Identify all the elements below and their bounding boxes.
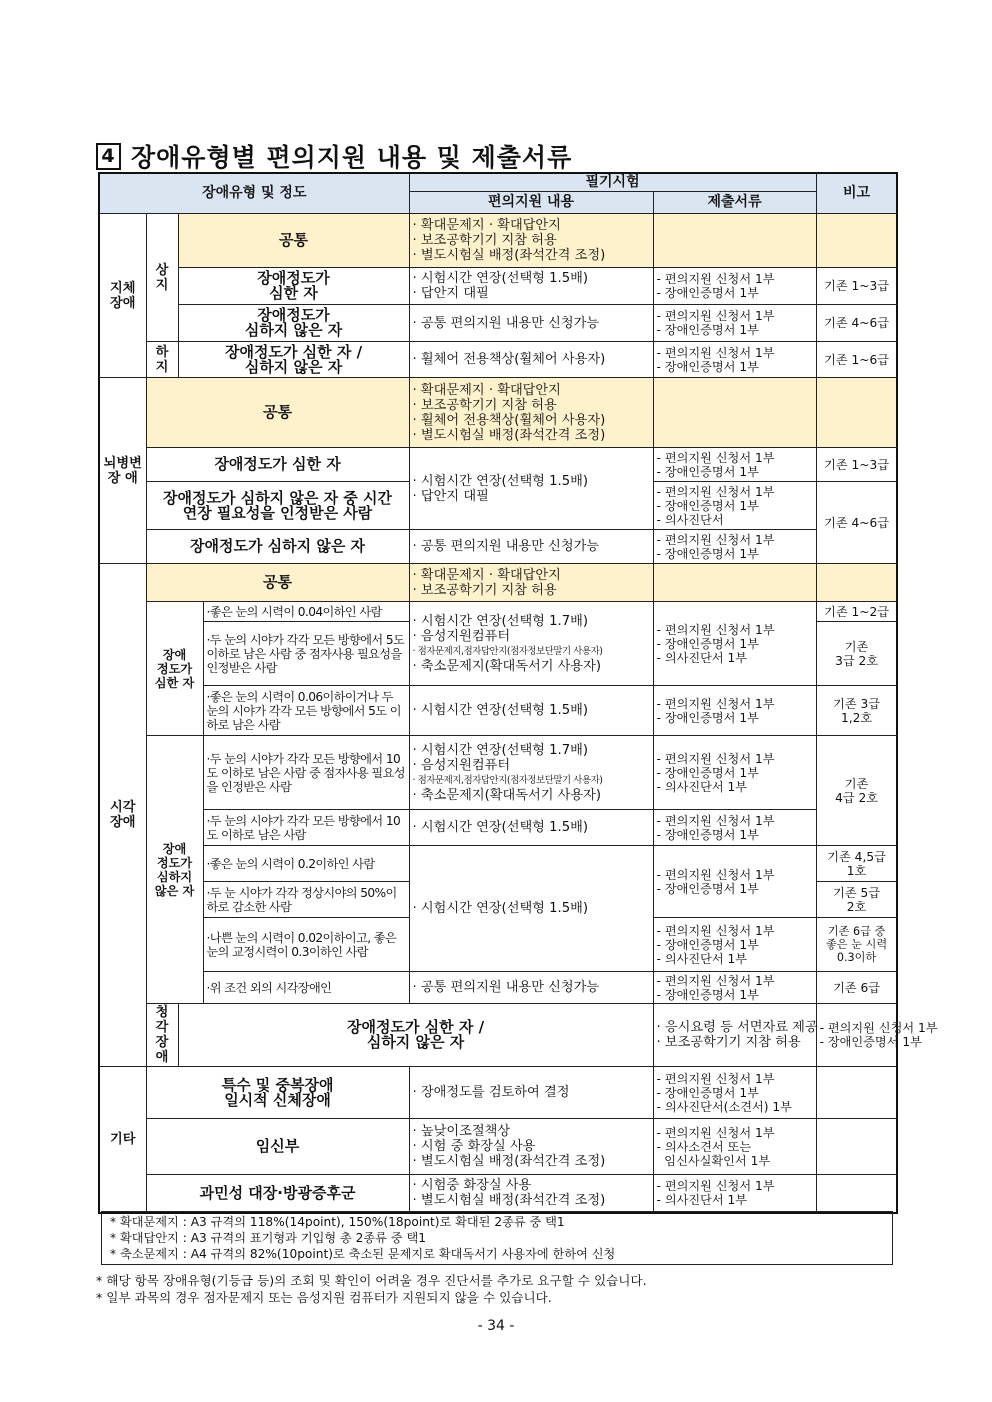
visual-severe-label: 장애 정도가 심한 자 bbox=[146, 602, 203, 736]
hearing-docs: - 편의지원 신청서 1부 - 장애인증명서 1부 bbox=[816, 1004, 897, 1067]
other-special-support: · 장애정도를 검토하여 결정 bbox=[409, 1067, 653, 1119]
visual-label: 시각 장애 bbox=[99, 564, 146, 1067]
brain-common-remark bbox=[816, 378, 897, 448]
visual-m1-docs: - 편의지원 신청서 1부 - 장애인증명서 1부 - 의사진단서 1부 bbox=[653, 736, 816, 810]
visual-s12-docs: - 편의지원 신청서 1부 - 장애인증명서 1부 - 의사진단서 1부 bbox=[653, 602, 816, 686]
physical-lower-remark: 기존 1~6급 bbox=[816, 342, 897, 378]
visual-m2-condition: ·두 눈의 시야가 각각 모든 방향에서 10도 이하로 남은 사람 bbox=[203, 810, 409, 846]
brain-common-label: 공통 bbox=[146, 378, 409, 448]
physical-common-docs bbox=[653, 214, 816, 268]
visual-common-docs bbox=[653, 564, 816, 602]
visual-m345-support: · 시험시간 연장(선택형 1.5배) bbox=[409, 846, 653, 972]
other-special-label: 특수 및 중복장애 일시적 신체장애 bbox=[146, 1067, 409, 1119]
visual-s3-condition: ·좋은 눈의 시력이 0.06이하이거나 두 눈의 시야가 각각 모든 방향에서 5도 이하로 남은 사람 bbox=[203, 686, 409, 736]
physical-common-remark bbox=[816, 214, 897, 268]
physical-label: 지체 장애 bbox=[99, 214, 146, 378]
visual-s1-condition: ·좋은 눈의 시력이 0.04이하인 사람 bbox=[203, 602, 409, 622]
header-documents: 제출서류 bbox=[653, 192, 816, 214]
physical-common-support: · 확대문제지 · 확대답안지 · 보조공학기기 지참 허용 · 별도시험실 배정(좌석간격 조정) bbox=[409, 214, 653, 268]
physical-common-label: 공통 bbox=[178, 214, 409, 268]
brain-severe-remark: 기존 1~3급 bbox=[816, 448, 897, 482]
support-table bbox=[98, 172, 938, 1214]
note-item: * 축소문제지 : A4 규격의 82%(10point)로 축소된 문제지로 확대독서기 사용자에 한하여 신청 bbox=[110, 1247, 616, 1261]
brain-severe-docs: - 편의지원 신청서 1부 - 장애인증명서 1부 bbox=[653, 448, 816, 482]
physical-mild-label: 장애정도가 심하지 않은 자 bbox=[178, 305, 409, 342]
visual-m4-remark: 기존 5급 2호 bbox=[816, 882, 897, 918]
physical-lower-support: · 휠체어 전용책상(휠체어 사용자) bbox=[409, 342, 653, 378]
physical-lower-docs: - 편의지원 신청서 1부 - 장애인증명서 1부 bbox=[653, 342, 816, 378]
visual-s3-support: · 시험시간 연장(선택형 1.5배) bbox=[409, 686, 653, 736]
other-pregnant-support: · 높낮이조절책상 · 시험 중 화장실 사용 · 별도시험실 배정(좌석간격 조정) bbox=[409, 1119, 653, 1175]
brain-mild-support: · 공통 편의지원 내용만 신청가능 bbox=[409, 530, 653, 564]
visual-s1-remark: 기존 1~2급 bbox=[816, 602, 897, 622]
section-number: 4 bbox=[96, 143, 121, 170]
visual-m5-remark: 기존 6급 중 좋은 눈 시력 0.3이하 bbox=[816, 918, 897, 972]
brain-extended-label: 장애정도가 심하지 않은 자 중 시간 연장 필요성을 인정받은 사람 bbox=[146, 482, 409, 530]
visual-m12-remark: 기존 4급 2호 bbox=[816, 736, 897, 846]
visual-m6-remark: 기존 6급 bbox=[816, 972, 897, 1004]
footnote-item: * 해당 항목 장애유형(기등급 등)의 조회 및 확인이 어려울 경우 진단서를 추가로 요구할 수 있습니다. bbox=[96, 1273, 647, 1288]
footnote-item: * 일부 과목의 경우 점자문제지 또는 음성지원 컴퓨터가 지원되지 않을 수 있습니다. bbox=[96, 1290, 552, 1305]
brain-mild-docs: - 편의지원 신청서 1부 - 장애인증명서 1부 bbox=[653, 530, 816, 564]
visual-m1-condition: ·두 눈의 시야가 각각 모든 방향에서 10도 이하로 남은 사람 중 점자사용 필요성을 인정받은 사람 bbox=[203, 736, 409, 810]
other-pregnant-label: 임신부 bbox=[146, 1119, 409, 1175]
visual-s12-support: · 시험시간 연장(선택형 1.7배) · 음성지원컴퓨터 · 점자문제지,점자답안지(점자정보단말기 사용자) · 축소문제지(확대독서기 사용자) bbox=[409, 602, 653, 686]
visual-m3-remark: 기존 4,5급 1호 bbox=[816, 846, 897, 882]
section-title bbox=[96, 138, 572, 174]
header-type-degree: 장애유형 및 정도 bbox=[99, 173, 409, 214]
visual-m6-condition: ·위 조건 외의 시각장애인 bbox=[203, 972, 409, 1004]
footnotes bbox=[96, 1272, 647, 1306]
brain-mild-label: 장애정도가 심하지 않은 자 bbox=[146, 530, 409, 564]
visual-m6-support: · 공통 편의지원 내용만 신청가능 bbox=[409, 972, 653, 1004]
visual-common-label: 공통 bbox=[146, 564, 409, 602]
header-support: 편의지원 내용 bbox=[409, 192, 653, 214]
other-special-remark bbox=[816, 1067, 897, 1119]
visual-s3-remark: 기존 3급 1,2호 bbox=[816, 686, 897, 736]
visual-m34-docs: - 편의지원 신청서 1부 - 장애인증명서 1부 bbox=[653, 846, 816, 918]
page-number: - 34 - bbox=[477, 1318, 515, 1334]
brain-common-support: · 확대문제지 · 확대답안지 · 보조공학기기 지참 허용 · 휠체어 전용책상(휠체어 사용자) · 별도시험실 배정(좌석간격 조정) bbox=[409, 378, 653, 448]
physical-mild-support: · 공통 편의지원 내용만 신청가능 bbox=[409, 305, 653, 342]
visual-m1-support: · 시험시간 연장(선택형 1.7배) · 음성지원컴퓨터 · 점자문제지,점자답안지(점자정보단말기 사용자) · 축소문제지(확대독서기 사용자) bbox=[409, 736, 653, 810]
visual-mild-label: 장애 정도가 심하지 않은 자 bbox=[146, 736, 203, 1004]
physical-severe-docs: - 편의지원 신청서 1부 - 장애인증명서 1부 bbox=[653, 268, 816, 305]
physical-severe-remark: 기존 1~3급 bbox=[816, 268, 897, 305]
notes-box bbox=[101, 1211, 893, 1265]
note-item: * 확대답안지 : A3 규격의 표기형과 기입형 총 2종류 중 택1 bbox=[110, 1231, 427, 1245]
brain-mild-remark: 기존 4~6급 bbox=[816, 482, 897, 564]
visual-m2-support: · 시험시간 연장(선택형 1.5배) bbox=[409, 810, 653, 846]
hearing-row-label: 장애정도가 심한 자 / 심하지 않은 자 bbox=[178, 1004, 653, 1067]
other-ibs-remark bbox=[816, 1175, 897, 1213]
other-special-docs: - 편의지원 신청서 1부 - 장애인증명서 1부 - 의사진단서(소견서) 1부 bbox=[653, 1067, 816, 1119]
physical-lower-row-label: 장애정도가 심한 자 / 심하지 않은 자 bbox=[178, 342, 409, 378]
visual-m5-docs: - 편의지원 신청서 1부 - 장애인증명서 1부 - 의사진단서 1부 bbox=[653, 918, 816, 972]
visual-m6-docs: - 편의지원 신청서 1부 - 장애인증명서 1부 bbox=[653, 972, 816, 1004]
physical-severe-support: · 시험시간 연장(선택형 1.5배) · 답안지 대필 bbox=[409, 268, 653, 305]
brain-common-docs bbox=[653, 378, 816, 448]
visual-common-support: · 확대문제지 · 확대답안지 · 보조공학기기 지참 허용 bbox=[409, 564, 653, 602]
physical-mild-remark: 기존 4~6급 bbox=[816, 305, 897, 342]
visual-m4-condition: ·두 눈 시야가 각각 정상시야의 50%이하로 감소한 사람 bbox=[203, 882, 409, 918]
brain-label: 뇌병변 장 애 bbox=[99, 378, 146, 564]
section-title-text: 장애유형별 편의지원 내용 및 제출서류 bbox=[131, 143, 573, 172]
brain-shared-support: · 시험시간 연장(선택형 1.5배) · 답안지 대필 bbox=[409, 448, 653, 530]
physical-severe-label: 장애정도가 심한 자 bbox=[178, 268, 409, 305]
visual-m2-docs: - 편의지원 신청서 1부 - 장애인증명서 1부 bbox=[653, 810, 816, 846]
other-ibs-support: · 시험중 화장실 사용 · 별도시험실 배정(좌석간격 조정) bbox=[409, 1175, 653, 1213]
other-ibs-docs: - 편의지원 신청서 1부 - 의사진단서 1부 bbox=[653, 1175, 816, 1213]
other-pregnant-docs: - 편의지원 신청서 1부 - 의사소견서 또는 임신사실확인서 1부 bbox=[653, 1119, 816, 1175]
brain-extended-docs: - 편의지원 신청서 1부 - 장애인증명서 1부 - 의사진단서 bbox=[653, 482, 816, 530]
visual-s3-docs: - 편의지원 신청서 1부 - 장애인증명서 1부 bbox=[653, 686, 816, 736]
hearing-support: · 응시요령 등 서면자료 제공 · 보조공학기기 지참 허용 bbox=[653, 1004, 816, 1067]
other-ibs-label: 과민성 대장·방광증후군 bbox=[146, 1175, 409, 1213]
visual-common-remark bbox=[816, 564, 897, 602]
visual-s2-remark: 기존 3급 2호 bbox=[816, 622, 897, 686]
visual-m5-condition: ·나쁜 눈의 시력이 0.02이하이고, 좋은 눈의 교정시력이 0.3이하인 사람 bbox=[203, 918, 409, 972]
physical-upper-label: 상 지 bbox=[146, 214, 178, 342]
header-written-exam: 필기시험 bbox=[409, 173, 816, 192]
other-pregnant-remark bbox=[816, 1119, 897, 1175]
hearing-label: 청각 장애 bbox=[146, 1004, 178, 1067]
physical-mild-docs: - 편의지원 신청서 1부 - 장애인증명서 1부 bbox=[653, 305, 816, 342]
visual-s2-condition: ·두 눈의 시야가 각각 모든 방향에서 5도 이하로 남은 사람 중 점자사용 필요성을 인정받은 사람 bbox=[203, 622, 409, 686]
visual-m3-condition: ·좋은 눈의 시력이 0.2이하인 사람 bbox=[203, 846, 409, 882]
brain-severe-label: 장애정도가 심한 자 bbox=[146, 448, 409, 482]
other-label: 기타 bbox=[99, 1067, 146, 1213]
note-item: * 확대문제지 : A3 규격의 118%(14point), 150%(18point)로 확대된 2종류 중 택1 bbox=[110, 1215, 565, 1229]
physical-lower-label: 하 지 bbox=[146, 342, 178, 378]
header-remarks: 비고 bbox=[816, 173, 897, 214]
